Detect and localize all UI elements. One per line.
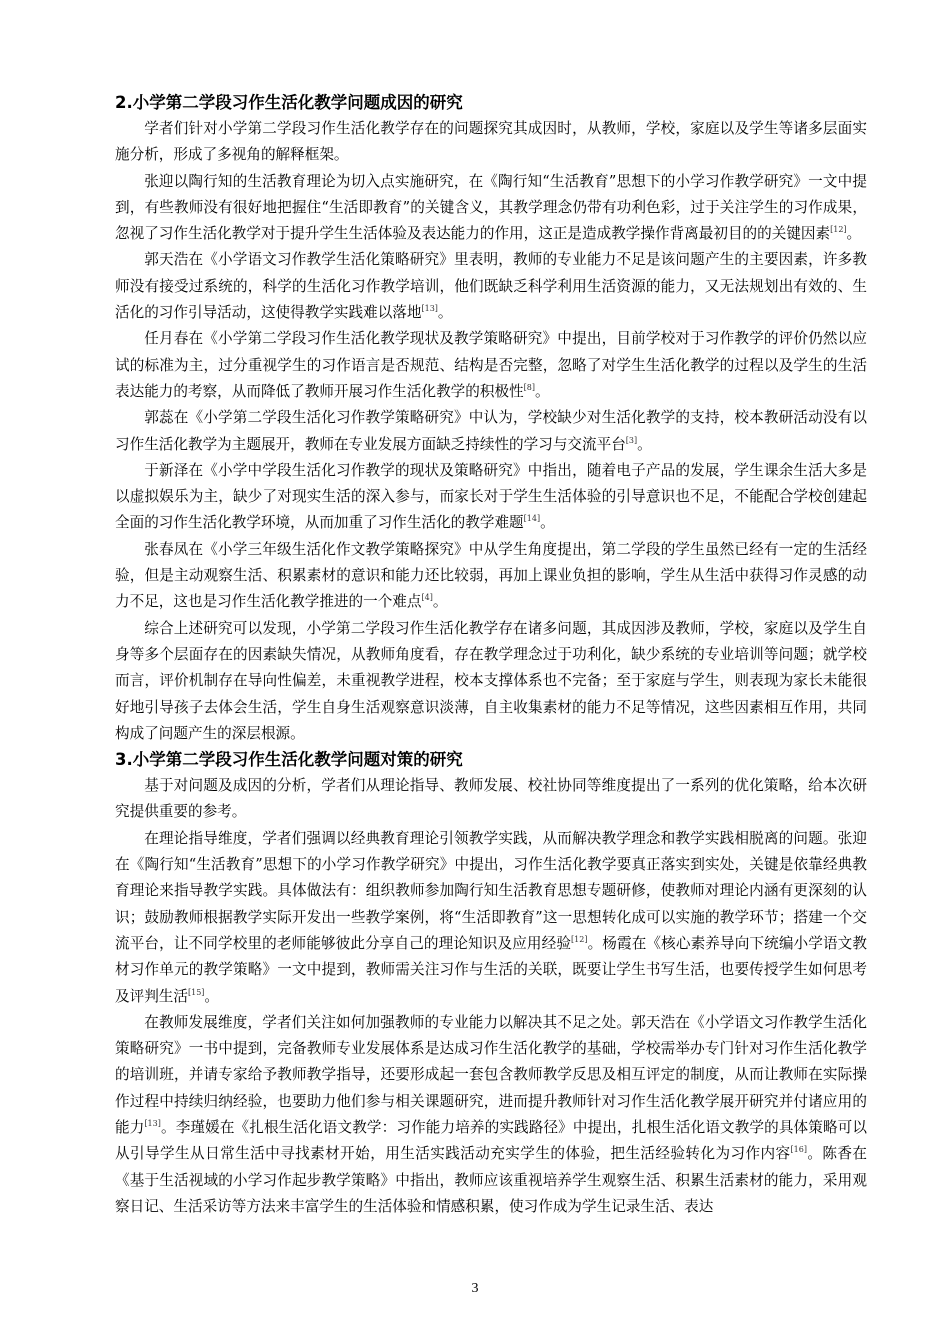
paragraph-text: 郭蕊在《小学第二学段生活化习作教学策略研究》中认为，学校缺少对生活化教学的支持，校本教研活动没有以习作生活化教学为主题展开，教师在专业发展方面缺乏持续性的学习与交流平台	[115, 409, 867, 453]
body-paragraph	[115, 773, 867, 826]
paragraph-text: 。陈香在《基于生活视域的小学习作起步教学策略》中指出，教师应该重视培养学生观察生活、积累生活素材的能力，采用观察日记、生活采访等方法来丰富学生的生活体验和情感积累，使习作成为学生记录生活、表达	[115, 1145, 867, 1215]
citation-marker: [3]	[625, 435, 638, 445]
section-heading: 3.小学第二学段习作生活化教学问题对策的研究	[115, 750, 463, 770]
paragraph-text: 在教师发展维度，学者们关注如何加强教师的专业能力以解决其不足之处。郭天浩在《小学语文习作教学生活化策略研究》一书中提到，完备教师专业发展体系是达成习作生活化教学的基础，学校需举办专门针对习作生活化教学的培训班，并请专家给予教师教学指导，还要形成起一套包含教师教学反思及相互评定的制度，从而让教师在实际操作过程中持续归纳经验，也要助力他们参与相关课题研究，进而提升教师针对习作生活化教学展开研究并付诸应用的能力	[115, 1013, 867, 1136]
paragraph-text: 。	[637, 435, 652, 453]
body-paragraph	[115, 247, 867, 326]
paragraph-text: 学者们针对小学第二学段习作生活化教学存在的问题探究其成因时，从教师，学校，家庭以及学生等诸多层面实施分析，形成了多视角的解释框架。	[115, 120, 867, 164]
paragraph-text: 。	[846, 225, 862, 243]
paragraph-text: 。李瑾媛在《扎根生活化语文教学：习作能力培养的实践路径》中提出，扎根生活化语文教学的具体策略可以从引导学生从日常生活中寻找素材开始，用生活实践活动充实学生的体验，把生活经验转化为习作内容	[115, 1118, 867, 1163]
paragraph-text: 综合上述研究可以发现，小学第二学段习作生活化教学存在诸多问题，其成因涉及教师，学校，家庭以及学生自身等多个层面存在的因素缺失情况，从教师角度看，存在教学理念过于功利化，缺少系统的专业培训等问题；就学校而言，评价机制存在导向性偏差，未重视教学进程，校本支撑体系也不完备；至于家庭与学生，则表现为家长未能很好地引导孩子去体会生活，学生自身生活观察意识淡薄，自主收集素材的能力不足等情况，这些因素相互作用，共同构成了问题产生的深层根源。	[115, 619, 867, 742]
body-paragraph	[115, 405, 867, 458]
paragraph-text: 基于对问题及成因的分析，学者们从理论指导、教师发展、校社协同等维度提出了一系列的优化策略，给本次研究提供重要的参考。	[115, 777, 867, 821]
citation-marker: [16]	[790, 1145, 807, 1155]
paragraph-text: 。	[437, 304, 453, 322]
body-paragraph	[115, 169, 867, 248]
citation-marker: [4]	[421, 593, 433, 603]
body-paragraph	[115, 616, 867, 747]
section-heading: 2.小学第二学段习作生活化教学问题成因的研究	[115, 93, 463, 112]
paragraph-text: 。	[534, 382, 550, 400]
citation-marker: [13]	[421, 304, 438, 314]
paragraph-text: 。	[540, 514, 555, 532]
paragraph-text: 张春凤在《小学三年级生活化作文教学策略探究》中从学生角度提出，第二学段的学生虽然已经有一定的生活经验，但是主动观察生活、积累素材的意识和能力还比较弱，再加上课业负担的影响，学生从生活中获得习作灵感的动力不足，这也是习作生活化教学推进的一个难点	[115, 540, 867, 611]
body-paragraph	[115, 326, 867, 405]
paragraph-text: 。杨霞在《核心素养导向下统编小学语文教材习作单元的教学策略》一文中提到，教师需关注习作与生活的关联，既要让学生书写生活，也要传授学生如何思考及评判生活	[115, 934, 867, 1005]
citation-marker: [12]	[830, 225, 847, 235]
citation-marker: [8]	[523, 383, 535, 393]
paragraph-text: 。	[204, 987, 220, 1005]
citation-marker: [15]	[187, 987, 205, 997]
citation-marker: [14]	[523, 514, 541, 524]
citation-marker: [12]	[571, 935, 588, 945]
paragraph-text: 于新泽在《小学中学段生活化习作教学的现状及策略研究》中指出，随着电子产品的发展，学生课余生活大多是以虚拟娱乐为主，缺少了对现实生活的深入参与，而家长对于学生生活体验的引导意识也不足，不能配合学校创建起全面的习作生活化教学环境，从而加重了习作生活化的教学难题	[115, 461, 867, 532]
document-body	[115, 90, 867, 1220]
paragraph-text: 。	[432, 593, 448, 611]
paragraph-text: 任月春在《小学第二学段习作生活化教学现状及教学策略研究》中提出，目前学校对于习作教学的评价仍然以应试的标准为主，过分重视学生的习作语言是否规范、结构是否完整，忽略了对学生生活化教学的过程以及学生的生活表达能力的考察，从而降低了教师开展习作生活化教学的积极性	[115, 330, 867, 400]
body-paragraph	[115, 116, 867, 169]
paragraph-text: 张迎以陶行知的生活教育理论为切入点实施研究，在《陶行知“生活教育”思想下的小学习作教学研究》一文中提到，有些教师没有很好地把握住“生活即教育”的关键含义，其教学理念仍带有功利色彩，过于关注学生的习作成果，忽视了习作生活化教学对于提升学生生活体验及表达能力的作用，这正是造成教学操作背离最初目的的关键因素	[115, 172, 867, 243]
paragraph-text: 郭天浩在《小学语文习作教学生活化策略研究》里表明，教师的专业能力不足是该问题产生的主要因素，许多教师没有接受过系统的，科学的生活化习作教学培训，他们既缺乏科学利用生活资源的能力，又无法规划出有效的、生活化的习作引导活动，这使得教学实践难以落地	[115, 251, 867, 322]
body-paragraph	[115, 458, 867, 537]
body-paragraph	[115, 1010, 867, 1220]
citation-marker: [13]	[144, 1119, 161, 1129]
body-paragraph	[115, 826, 867, 1010]
body-paragraph	[115, 537, 867, 616]
page-number: 3	[471, 1281, 479, 1296]
paragraph-text: 在理论指导维度，学者们强调以经典教育理论引领教学实践，从而解决教学理念和教学实践相脱离的问题。张迎在《陶行知“生活教育”思想下的小学习作教学研究》中提出，习作生活化教学要真正落实到实处，关键是依靠经典教育理论来指导教学实践。具体做法有：组织教师参加陶行知生活教育思想专题研修，使教师对理论内涵有更深刻的认识；鼓励教师根据教学实际开发出一些教学案例，将“生活即教育”这一思想转化成可以实施的教学环节；搭建一个交流平台，让不同学校里的老师能够彼此分享自己的理论知识及应用经验	[115, 829, 867, 952]
